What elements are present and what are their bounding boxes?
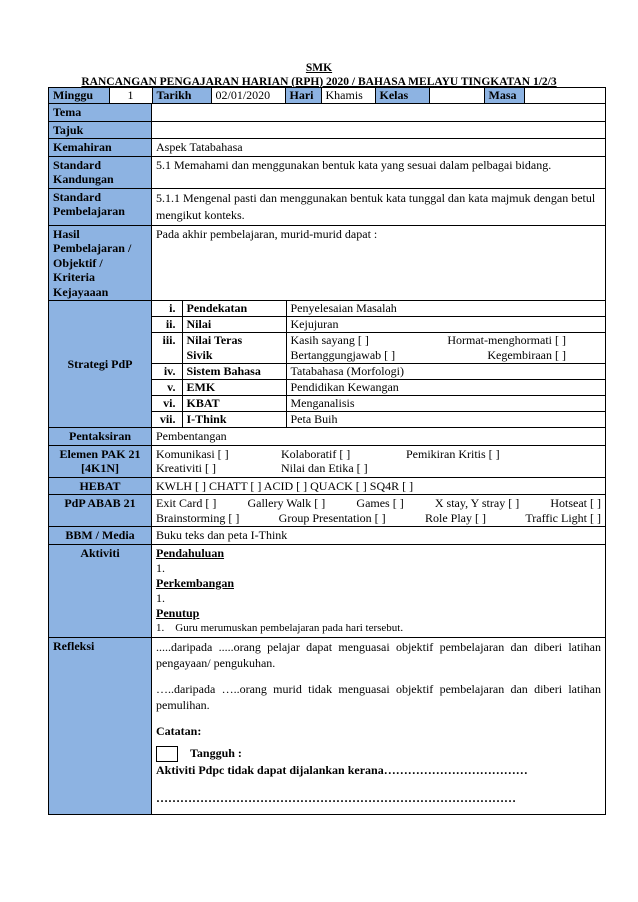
kelas-label: Kelas — [375, 88, 429, 103]
rph-table — [48, 87, 606, 815]
sk-label-line1: Standard — [53, 157, 102, 172]
pendahuluan-heading: Pendahuluan — [156, 545, 225, 560]
x-stay-check[interactable]: X stay, Y stray [ ] — [434, 496, 520, 510]
strategi-value: Kejujuran — [286, 317, 606, 333]
aktiviti-row — [49, 544, 606, 637]
strategi-name: Nilai — [182, 317, 286, 333]
strategi-value: Tatabahasa (Morfologi) — [286, 364, 606, 380]
strategi-value: Peta Buih — [286, 412, 606, 428]
bbm-label: BBM / Media — [49, 527, 152, 545]
hebat-row — [49, 477, 606, 495]
pak21-label — [49, 445, 152, 477]
strategi-item — [152, 396, 606, 412]
hari-label: Hari — [285, 88, 321, 103]
gallery-walk-check[interactable]: Gallery Walk [ ] — [247, 496, 326, 510]
tajuk-row — [49, 121, 606, 139]
exit-card-check[interactable]: Exit Card [ ] — [156, 496, 217, 510]
nilai-etika-check[interactable]: Nilai dan Etika [ ] — [281, 461, 368, 475]
strategi-name: Pendekatan — [182, 301, 286, 317]
pentaksiran-row — [49, 428, 606, 446]
bbm-value: Buku teks dan peta I-Think — [152, 527, 606, 545]
kemahiran-value: Aspek Tatabahasa — [152, 139, 606, 157]
tajuk-label: Tajuk — [49, 121, 152, 139]
info-row — [49, 88, 606, 104]
kemahiran-label: Kemahiran — [49, 139, 152, 157]
kreativiti-check[interactable]: Kreativiti [ ] — [156, 461, 216, 475]
komunikasi-check[interactable]: Komunikasi [ ] — [156, 446, 229, 461]
standard-pembelajaran-row — [49, 188, 606, 225]
sp-label-line2: Pembelajaran — [53, 204, 125, 218]
hasil-label — [49, 225, 152, 301]
pemikiran-kritis-check[interactable]: Pemikiran Kritis [ ] — [406, 446, 500, 461]
strategi-num: v. — [152, 380, 182, 396]
sp-label-line1: Standard — [53, 189, 102, 204]
tarikh-label: Tarikh — [152, 88, 211, 103]
strategi-num: iii. — [152, 333, 182, 364]
strategi-num: i. — [152, 301, 182, 317]
strategi-name2: Sivik — [186, 348, 213, 362]
strategi-item — [152, 412, 606, 428]
kasih-sayang-check[interactable]: Kasih sayang [ ] — [290, 333, 369, 347]
strategi-item — [152, 317, 606, 333]
hasil-label-3: Objektif / — [53, 255, 103, 270]
brainstorming-check[interactable]: Brainstorming [ ] — [156, 510, 240, 525]
hasil-row — [49, 225, 606, 301]
kemahiran-row — [49, 139, 606, 157]
role-play-check[interactable]: Role Play [ ] — [425, 510, 486, 525]
quack-check[interactable]: QUACK [ ] — [310, 478, 367, 493]
strategi-name: Nilai Teras — [186, 333, 243, 347]
masa-label: Masa — [484, 88, 524, 103]
refleksi-label: Refleksi — [49, 637, 152, 814]
bbm-row — [49, 527, 606, 545]
abab-label: PdP ABAB 21 — [49, 495, 152, 527]
strategi-name: I-Think — [182, 412, 286, 428]
minggu-label: Minggu — [49, 88, 109, 103]
kolaboratif-check[interactable]: Kolaboratif [ ] — [281, 446, 351, 461]
refleksi-para-1: .....daripada .....orang pelajar dapat menguasai objektif pembelajaran dan diberi latihan pengayaan/ pengukuhan. — [156, 639, 601, 670]
standard-kandungan-label — [49, 156, 152, 188]
strategi-num: vii. — [152, 412, 182, 428]
hormat-check[interactable]: Hormat-menghormati [ ] — [447, 333, 566, 347]
tangguh-label: Tangguh : — [190, 745, 242, 760]
tema-row — [49, 104, 606, 122]
pendahuluan-item: 1. — [156, 560, 165, 575]
tema-label: Tema — [49, 104, 152, 122]
hasil-label-1: Hasil — [53, 226, 80, 241]
strategi-value: Penyelesaian Masalah — [286, 301, 606, 317]
tema-value — [152, 104, 606, 122]
strategi-num: ii. — [152, 317, 182, 333]
standard-kandungan-value: 5.1 Memahami dan menggunakan bentuk kata yang sesuai dalam pelbagai bidang. — [152, 156, 606, 188]
strategi-name: Sistem Bahasa — [182, 364, 286, 380]
masa-value — [524, 88, 606, 103]
perkembangan-item: 1. — [156, 590, 165, 605]
minggu-value: 1 — [109, 88, 152, 103]
pentaksiran-label: Pentaksiran — [49, 428, 152, 446]
games-check[interactable]: Games [ ] — [356, 496, 404, 510]
pentaksiran-value: Pembentangan — [152, 428, 606, 446]
tarikh-value: 02/01/2020 — [211, 88, 285, 103]
strategi-table — [152, 301, 606, 427]
hotseat-check[interactable]: Hotseat [ ] — [550, 496, 601, 510]
refleksi-dots: ……………………………………………………………………………… — [156, 790, 516, 805]
pak21-label-2: [4K1N] — [81, 461, 119, 475]
strategi-name: EMK — [182, 380, 286, 396]
strategi-row — [49, 301, 606, 428]
strategi-item — [152, 301, 606, 317]
aktiviti-label: Aktiviti — [49, 544, 152, 637]
hebat-label: HEBAT — [49, 477, 152, 495]
pak21-label-1: Elemen PAK 21 — [59, 446, 141, 461]
standard-pembelajaran-value: 5.1.1 Mengenal pasti dan menggunakan bentuk kata tunggal dan kata majmuk dengan betul mengikut konteks. — [152, 188, 606, 225]
abab-row — [49, 495, 606, 527]
standard-kandungan-row — [49, 156, 606, 188]
hasil-label-5: Kejayaaan — [53, 284, 109, 299]
kegembiraan-check[interactable]: Kegembiraan [ ] — [487, 348, 566, 362]
tidak-dapat-line: Aktiviti Pdpc tidak dapat dijalankan kerana……………………………… — [156, 762, 528, 777]
strategi-label: Strategi PdP — [49, 301, 152, 428]
hari-value: Khamis — [321, 88, 375, 103]
bertanggungjawab-check[interactable]: Bertanggungjawab [ ] — [290, 348, 396, 362]
perkembangan-heading: Perkembangan — [156, 575, 234, 590]
school-name: SMK — [305, 62, 333, 74]
strategi-item — [152, 364, 606, 380]
strategi-num: vi. — [152, 396, 182, 412]
strategi-value: Pendidikan Kewangan — [286, 380, 606, 396]
sq4r-check[interactable]: SQ4R [ ] — [369, 478, 414, 493]
sk-label-line2: Kandungan — [53, 172, 114, 186]
hasil-value: Pada akhir pembelajaran, murid-murid dapat : — [152, 225, 606, 301]
acid-check[interactable]: ACID [ ] — [263, 478, 308, 493]
tangguh-checkbox[interactable] — [156, 746, 178, 762]
strategi-num: iv. — [152, 364, 182, 380]
strategi-item — [152, 380, 606, 396]
pak21-row — [49, 445, 606, 477]
document-title: RANCANGAN PENGAJARAN HARIAN (RPH) 2020 / BAHASA MELAYU TINGKATAN 1/2/3 — [81, 76, 557, 88]
strategi-name: KBAT — [182, 396, 286, 412]
standard-pembelajaran-label — [49, 188, 152, 225]
kwlh-check[interactable]: KWLH [ ] — [156, 478, 206, 493]
group-presentation-check[interactable]: Group Presentation [ ] — [278, 510, 386, 525]
traffic-light-check[interactable]: Traffic Light [ ] — [525, 510, 601, 525]
refleksi-row — [49, 637, 606, 814]
strategi-item — [152, 333, 606, 364]
tajuk-value — [152, 121, 606, 139]
catatan-label: Catatan: — [156, 723, 202, 738]
refleksi-para-2: …..daripada …..orang murid tidak menguasai objektif pembelajaran dan diberi latihan pemulihan. — [156, 681, 601, 712]
hasil-label-4: Kriteria — [53, 270, 95, 284]
penutup-item: 1. Guru merumuskan pembelajaran pada hari tersebut. — [156, 621, 404, 634]
kelas-value — [429, 88, 484, 103]
chatt-check[interactable]: CHATT [ ] — [208, 478, 262, 493]
hasil-label-2: Pembelajaran / — [53, 241, 132, 255]
strategi-value: Menganalisis — [286, 396, 606, 412]
penutup-heading: Penutup — [156, 605, 200, 620]
